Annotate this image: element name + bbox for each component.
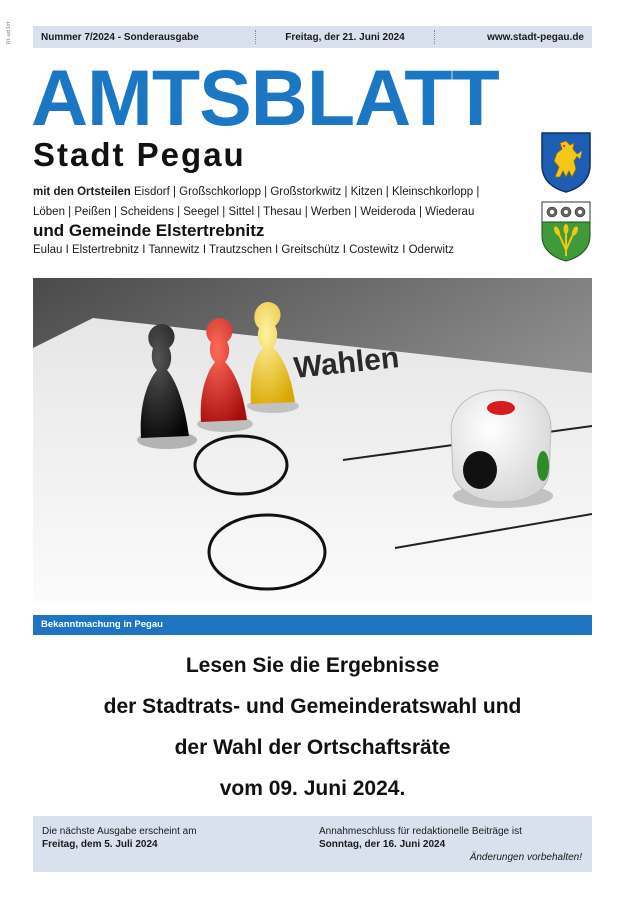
masthead-subtitle: Stadt Pegau [33,136,246,173]
headline-line-1: Lesen Sie die Ergebnisse [185,654,440,677]
next-issue-label: Die nächste Ausgabe erscheint am [42,826,197,837]
website-link[interactable]: www.stadt-pegau.de [487,31,584,43]
footer-info-box [33,816,592,872]
deadline-label: Annahmeschluss für redaktionelle Beiträge ist [319,826,522,837]
ortsteile-intro: mit den Ortsteilen [33,186,131,198]
cover-photo [33,278,592,603]
issue-info-bar [33,26,592,48]
ortsteile-line-1: Eisdorf | Großschkorlopp | Großstorkwitz | Kitzen | Kleinschkorlopp | [133,186,480,198]
gemeinde-orte: Eulau I Elstertrebnitz I Tannewitz I Trautzschen I Greitschütz I Costewitz I Oderwitz [33,244,454,256]
headline-line-2: der Stadtrats- und Gemeinderatswahl und [103,695,522,718]
side-print-mark-text: Rt.-ad 1/rt [6,21,12,44]
side-print-mark [6,22,26,52]
masthead-title: AMTSBLATT [31,53,499,142]
gemeinde-title: und Gemeinde Elstertrebnitz [33,221,265,240]
dice [451,390,553,508]
headline-line-3: der Wahl der Ortschaftsräte [174,736,451,759]
issue-date: Freitag, der 21. Juni 2024 [285,31,405,43]
ortsteile-line-2: Löben | Peißen | Scheidens | Seegel | Sittel | Thesau | Werben | Weideroda | Wiederau [33,206,475,218]
headline-line-4: vom 09. Juni 2024. [219,777,406,800]
changes-note: Änderungen vorbehalten! [469,852,582,863]
deadline-date: Sonntag, der 16. Juni 2024 [319,839,446,850]
next-issue-info [42,825,197,851]
ortsteile-list [33,182,533,222]
deadline-info [319,825,522,851]
next-issue-date: Freitag, dem 5. Juli 2024 [42,839,158,850]
section-label: Bekanntmachung in Pegau [33,615,592,635]
ballot-text: Wahlen [292,341,401,385]
headline [33,645,592,809]
issue-number: Nummer 7/2024 - Sonderausgabe [41,31,199,43]
pegau-coat-of-arms-icon [540,131,592,193]
elstertrebnitz-coat-of-arms-icon [540,200,592,262]
